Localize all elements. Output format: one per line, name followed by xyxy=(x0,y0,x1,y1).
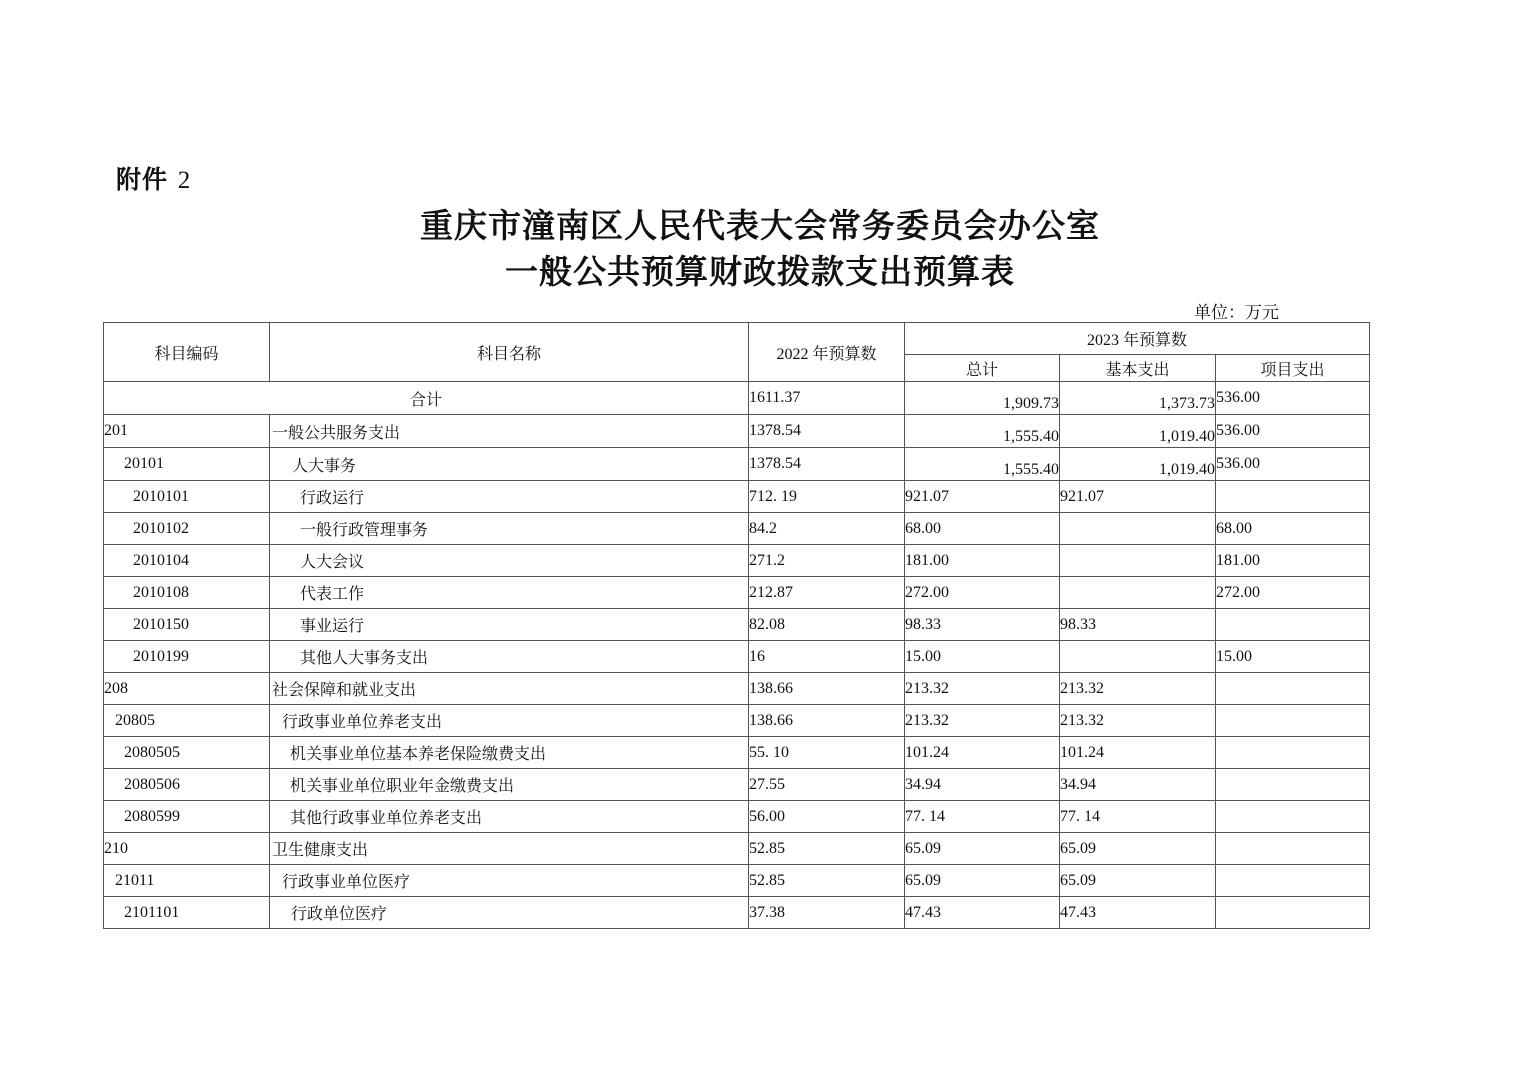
table-row xyxy=(104,833,1370,865)
cell-name: 行政事业单位医疗 xyxy=(270,865,749,897)
table-row xyxy=(104,673,1370,705)
total-project: 536.00 xyxy=(1216,382,1370,415)
cell-name: 代表工作 xyxy=(270,577,749,609)
cell-basic: 1,019.40 xyxy=(1060,448,1216,481)
cell-total: 213.32 xyxy=(905,705,1060,737)
cell-project xyxy=(1216,833,1370,865)
total-label: 合计 xyxy=(104,382,749,415)
cell-name: 行政事业单位养老支出 xyxy=(270,705,749,737)
cell-basic: 47.43 xyxy=(1060,897,1216,929)
cell-basic: 921.07 xyxy=(1060,481,1216,513)
cell-basic xyxy=(1060,641,1216,673)
table-row xyxy=(104,545,1370,577)
cell-name: 其他人大事务支出 xyxy=(270,641,749,673)
cell-code: 2080505 xyxy=(104,737,270,769)
table-row xyxy=(104,448,1370,481)
header-basic: 基本支出 xyxy=(1060,355,1216,382)
cell-total: 68.00 xyxy=(905,513,1060,545)
cell-basic: 65.09 xyxy=(1060,865,1216,897)
cell-budget-2022: 16 xyxy=(749,641,905,673)
cell-name: 人大会议 xyxy=(270,545,749,577)
cell-budget-2022: 138.66 xyxy=(749,705,905,737)
cell-total: 181.00 xyxy=(905,545,1060,577)
cell-name: 其他行政事业单位养老支出 xyxy=(270,801,749,833)
cell-basic: 213.32 xyxy=(1060,705,1216,737)
cell-total: 34.94 xyxy=(905,769,1060,801)
header-budget-2022: 2022 年预算数 xyxy=(749,323,905,382)
table-row xyxy=(104,769,1370,801)
total-basic: 1,373.73 xyxy=(1060,382,1216,415)
cell-project: 68.00 xyxy=(1216,513,1370,545)
header-row-1 xyxy=(104,323,1370,355)
cell-total: 272.00 xyxy=(905,577,1060,609)
cell-project: 536.00 xyxy=(1216,415,1370,448)
cell-project: 15.00 xyxy=(1216,641,1370,673)
cell-code: 2010199 xyxy=(104,641,270,673)
cell-name: 事业运行 xyxy=(270,609,749,641)
cell-budget-2022: 84.2 xyxy=(749,513,905,545)
cell-project xyxy=(1216,737,1370,769)
header-budget-2023: 2023 年预算数 xyxy=(905,323,1370,355)
cell-total: 1,555.40 xyxy=(905,448,1060,481)
cell-basic: 1,019.40 xyxy=(1060,415,1216,448)
cell-basic: 101.24 xyxy=(1060,737,1216,769)
cell-total: 65.09 xyxy=(905,833,1060,865)
cell-budget-2022: 37.38 xyxy=(749,897,905,929)
total-total: 1,909.73 xyxy=(905,382,1060,415)
cell-name: 行政单位医疗 xyxy=(270,897,749,929)
cell-basic: 213.32 xyxy=(1060,673,1216,705)
table-row xyxy=(104,481,1370,513)
cell-basic: 98.33 xyxy=(1060,609,1216,641)
attachment-label xyxy=(116,160,191,196)
cell-basic: 77. 14 xyxy=(1060,801,1216,833)
budget-table xyxy=(103,322,1370,929)
cell-basic xyxy=(1060,577,1216,609)
table-row xyxy=(104,801,1370,833)
cell-total: 1,555.40 xyxy=(905,415,1060,448)
cell-name: 一般行政管理事务 xyxy=(270,513,749,545)
total-row xyxy=(104,382,1370,415)
cell-name: 卫生健康支出 xyxy=(270,833,749,865)
table-row xyxy=(104,705,1370,737)
cell-code: 2010108 xyxy=(104,577,270,609)
cell-project xyxy=(1216,481,1370,513)
cell-total: 77. 14 xyxy=(905,801,1060,833)
cell-project: 181.00 xyxy=(1216,545,1370,577)
table-row xyxy=(104,737,1370,769)
cell-total: 101.24 xyxy=(905,737,1060,769)
cell-code: 2010101 xyxy=(104,481,270,513)
cell-code: 201 xyxy=(104,415,270,448)
table-row xyxy=(104,865,1370,897)
document-title-line2: 一般公共预算财政拨款支出预算表 xyxy=(505,252,1015,291)
table-row xyxy=(104,609,1370,641)
cell-code: 2080599 xyxy=(104,801,270,833)
cell-name: 行政运行 xyxy=(270,481,749,513)
cell-code: 2010104 xyxy=(104,545,270,577)
unit-label: 单位：万元 xyxy=(1194,303,1279,322)
cell-project xyxy=(1216,865,1370,897)
cell-basic xyxy=(1060,545,1216,577)
table-row xyxy=(104,415,1370,448)
cell-project xyxy=(1216,705,1370,737)
cell-budget-2022: 712. 19 xyxy=(749,481,905,513)
table-row xyxy=(104,641,1370,673)
attachment-number: 2 xyxy=(177,167,192,194)
cell-budget-2022: 212.87 xyxy=(749,577,905,609)
cell-total: 47.43 xyxy=(905,897,1060,929)
header-name: 科目名称 xyxy=(270,323,749,382)
cell-budget-2022: 138.66 xyxy=(749,673,905,705)
table-row xyxy=(104,897,1370,929)
cell-project xyxy=(1216,673,1370,705)
cell-code: 21011 xyxy=(104,865,270,897)
cell-budget-2022: 271.2 xyxy=(749,545,905,577)
cell-budget-2022: 1378.54 xyxy=(749,448,905,481)
cell-name: 人大事务 xyxy=(270,448,749,481)
header-code: 科目编码 xyxy=(104,323,270,382)
cell-budget-2022: 52.85 xyxy=(749,865,905,897)
cell-name: 机关事业单位基本养老保险缴费支出 xyxy=(270,737,749,769)
cell-budget-2022: 82.08 xyxy=(749,609,905,641)
cell-code: 20101 xyxy=(104,448,270,481)
cell-project xyxy=(1216,897,1370,929)
cell-basic xyxy=(1060,513,1216,545)
cell-total: 213.32 xyxy=(905,673,1060,705)
table-row xyxy=(104,577,1370,609)
cell-code: 2080506 xyxy=(104,769,270,801)
header-total: 总计 xyxy=(905,355,1060,382)
cell-basic: 65.09 xyxy=(1060,833,1216,865)
cell-project xyxy=(1216,801,1370,833)
cell-total: 65.09 xyxy=(905,865,1060,897)
cell-total: 15.00 xyxy=(905,641,1060,673)
table-row xyxy=(104,513,1370,545)
cell-name: 社会保障和就业支出 xyxy=(270,673,749,705)
attachment-text: 附件 xyxy=(116,165,169,194)
cell-budget-2022: 56.00 xyxy=(749,801,905,833)
document-title-line1: 重庆市潼南区人民代表大会常务委员会办公室 xyxy=(420,206,1100,245)
cell-name: 一般公共服务支出 xyxy=(270,415,749,448)
cell-budget-2022: 27.55 xyxy=(749,769,905,801)
cell-basic: 34.94 xyxy=(1060,769,1216,801)
cell-code: 2010150 xyxy=(104,609,270,641)
cell-project: 536.00 xyxy=(1216,448,1370,481)
cell-project: 272.00 xyxy=(1216,577,1370,609)
cell-name: 机关事业单位职业年金缴费支出 xyxy=(270,769,749,801)
total-budget-2022: 1611.37 xyxy=(749,382,905,415)
cell-code: 208 xyxy=(104,673,270,705)
cell-total: 921.07 xyxy=(905,481,1060,513)
cell-budget-2022: 52.85 xyxy=(749,833,905,865)
cell-total: 98.33 xyxy=(905,609,1060,641)
cell-code: 20805 xyxy=(104,705,270,737)
cell-project xyxy=(1216,609,1370,641)
cell-code: 2101101 xyxy=(104,897,270,929)
cell-project xyxy=(1216,769,1370,801)
cell-budget-2022: 1378.54 xyxy=(749,415,905,448)
cell-budget-2022: 55. 10 xyxy=(749,737,905,769)
cell-code: 210 xyxy=(104,833,270,865)
cell-code: 2010102 xyxy=(104,513,270,545)
header-project: 项目支出 xyxy=(1216,355,1370,382)
